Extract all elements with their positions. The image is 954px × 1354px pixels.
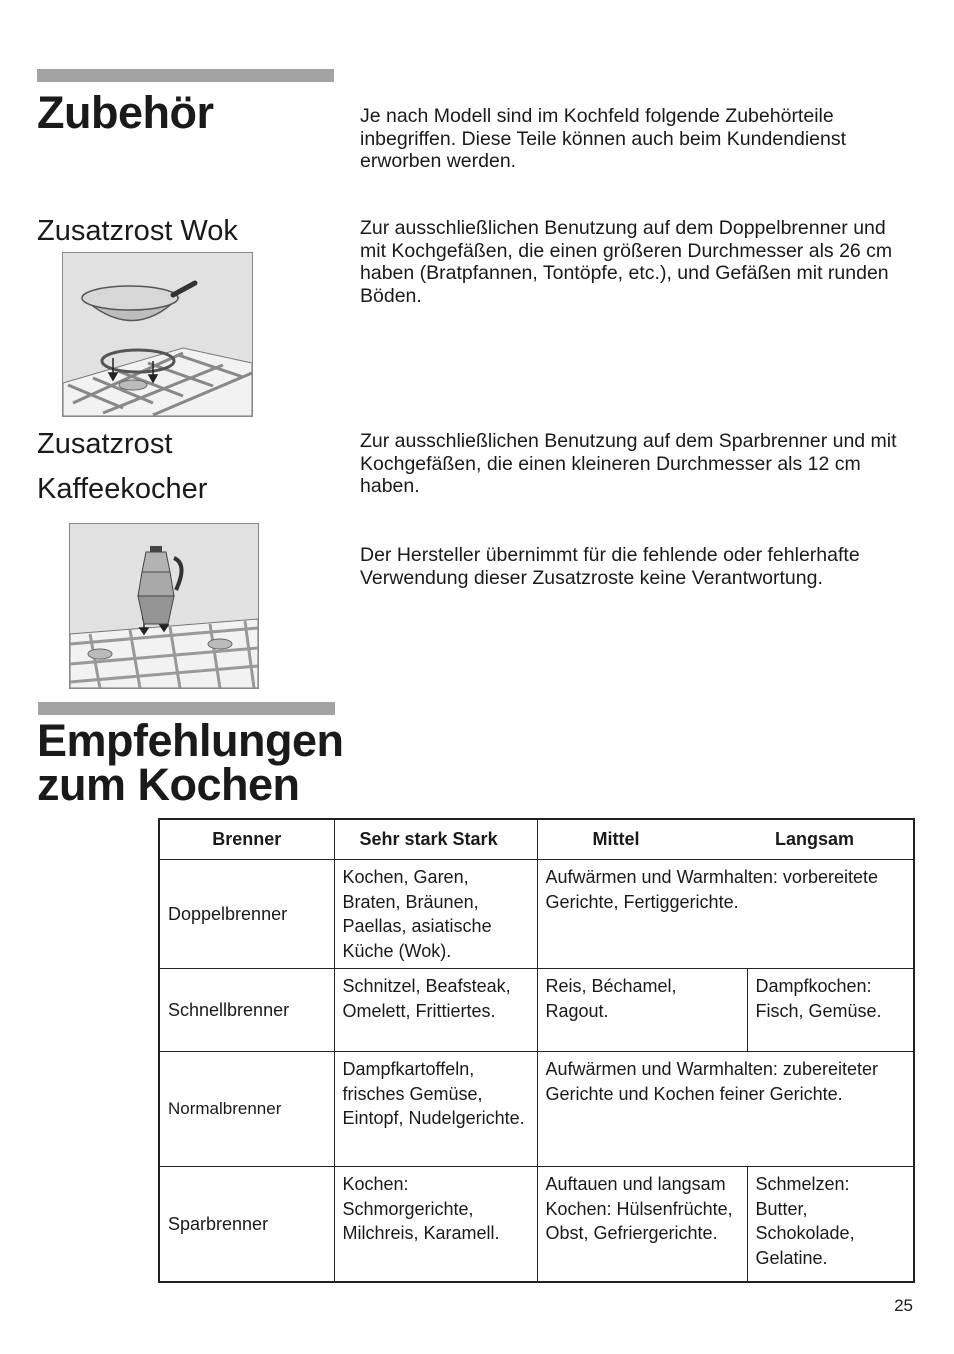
- table-header-row: [159, 819, 914, 860]
- page-number: 25: [894, 1296, 913, 1315]
- section-divider-bar: [37, 69, 334, 82]
- wok-heading: Zusatzrost Wok: [37, 215, 238, 247]
- section-title-cooking-recommendations-line2: zum Kochen: [37, 759, 300, 810]
- burner-name: Schnellbrenner: [159, 969, 334, 1052]
- cell-very-strong-strong: Kochen: Schmorgerichte, Milchreis, Karamell.: [334, 1167, 537, 1282]
- column-header-medium: Mittel: [537, 819, 747, 860]
- coffee-grate-description: Zur ausschließlichen Benutzung auf dem Sparbrenner und mit Kochgefäßen, die einen kleineren Durchmesser als 12 cm haben.: [360, 430, 897, 497]
- table-row: [159, 1167, 914, 1282]
- burner-name: Doppelbrenner: [159, 860, 334, 969]
- cell-medium-slow: Aufwärmen und Warmhalten: zubereiteter Gerichte und Kochen feiner Gerichte.: [537, 1052, 914, 1167]
- coffee-grate-heading-line1: Zusatzrost: [37, 428, 173, 460]
- wok-description: Zur ausschließlichen Benutzung auf dem Doppelbrenner und mit Kochgefäßen, die einen größeren Durchmesser als 26 cm haben (Bratpfannen, Tontöpfe, etc.), und Gefäßen mit runden Böden.: [360, 217, 893, 307]
- column-header-burner: Brenner: [159, 819, 334, 860]
- accessories-intro: Je nach Modell sind im Kochfeld folgende Zubehörteile inbegriffen. Diese Teile können auch beim Kundendienst erworben werden.: [360, 105, 847, 172]
- cell-medium-slow: Aufwärmen und Warmhalten: vorbereitete Gerichte, Fertiggerichte.: [537, 860, 914, 969]
- table-row: [159, 860, 914, 969]
- cell-medium: Auftauen und langsam Kochen: Hülsenfrüchte, Obst, Gefriergerichte.: [537, 1167, 747, 1282]
- column-header-slow: Langsam: [747, 819, 914, 860]
- burner-name: Sparbrenner: [159, 1167, 334, 1282]
- coffee-grate-illustration: [69, 523, 259, 689]
- column-header-very-strong-strong: Sehr stark Stark: [334, 819, 537, 860]
- table-row: [159, 969, 914, 1052]
- table-row: [159, 1052, 914, 1167]
- section-divider-bar: [38, 702, 335, 715]
- cell-very-strong-strong: Dampfkartoffeln, frisches Gemüse, Eintopf, Nudelgerichte.: [334, 1052, 537, 1167]
- cell-slow: Schmelzen: Butter, Schokolade, Gelatine.: [747, 1167, 914, 1282]
- coffee-grate-heading-line2: Kaffeekocher: [37, 473, 208, 505]
- cell-slow: Dampfkochen: Fisch, Gemüse.: [747, 969, 914, 1052]
- burner-name: Normalbrenner: [159, 1052, 334, 1167]
- cell-very-strong-strong: Kochen, Garen, Braten, Bräunen, Paellas, asiatische Küche (Wok).: [334, 860, 537, 969]
- section-title-accessories: Zubehör: [37, 87, 214, 138]
- cell-medium: Reis, Béchamel, Ragout.: [537, 969, 747, 1052]
- section-title-cooking-recommendations-line1: Empfehlungen: [37, 715, 344, 766]
- manufacturer-disclaimer: Der Hersteller übernimmt für die fehlende oder fehlerhafte Verwendung dieser Zusatzroste keine Verantwortung.: [360, 544, 860, 589]
- cooking-recommendations-table: [158, 818, 915, 1283]
- cell-very-strong-strong: Schnitzel, Beafsteak, Omelett, Frittiertes.: [334, 969, 537, 1052]
- wok-grate-illustration: [62, 252, 253, 417]
